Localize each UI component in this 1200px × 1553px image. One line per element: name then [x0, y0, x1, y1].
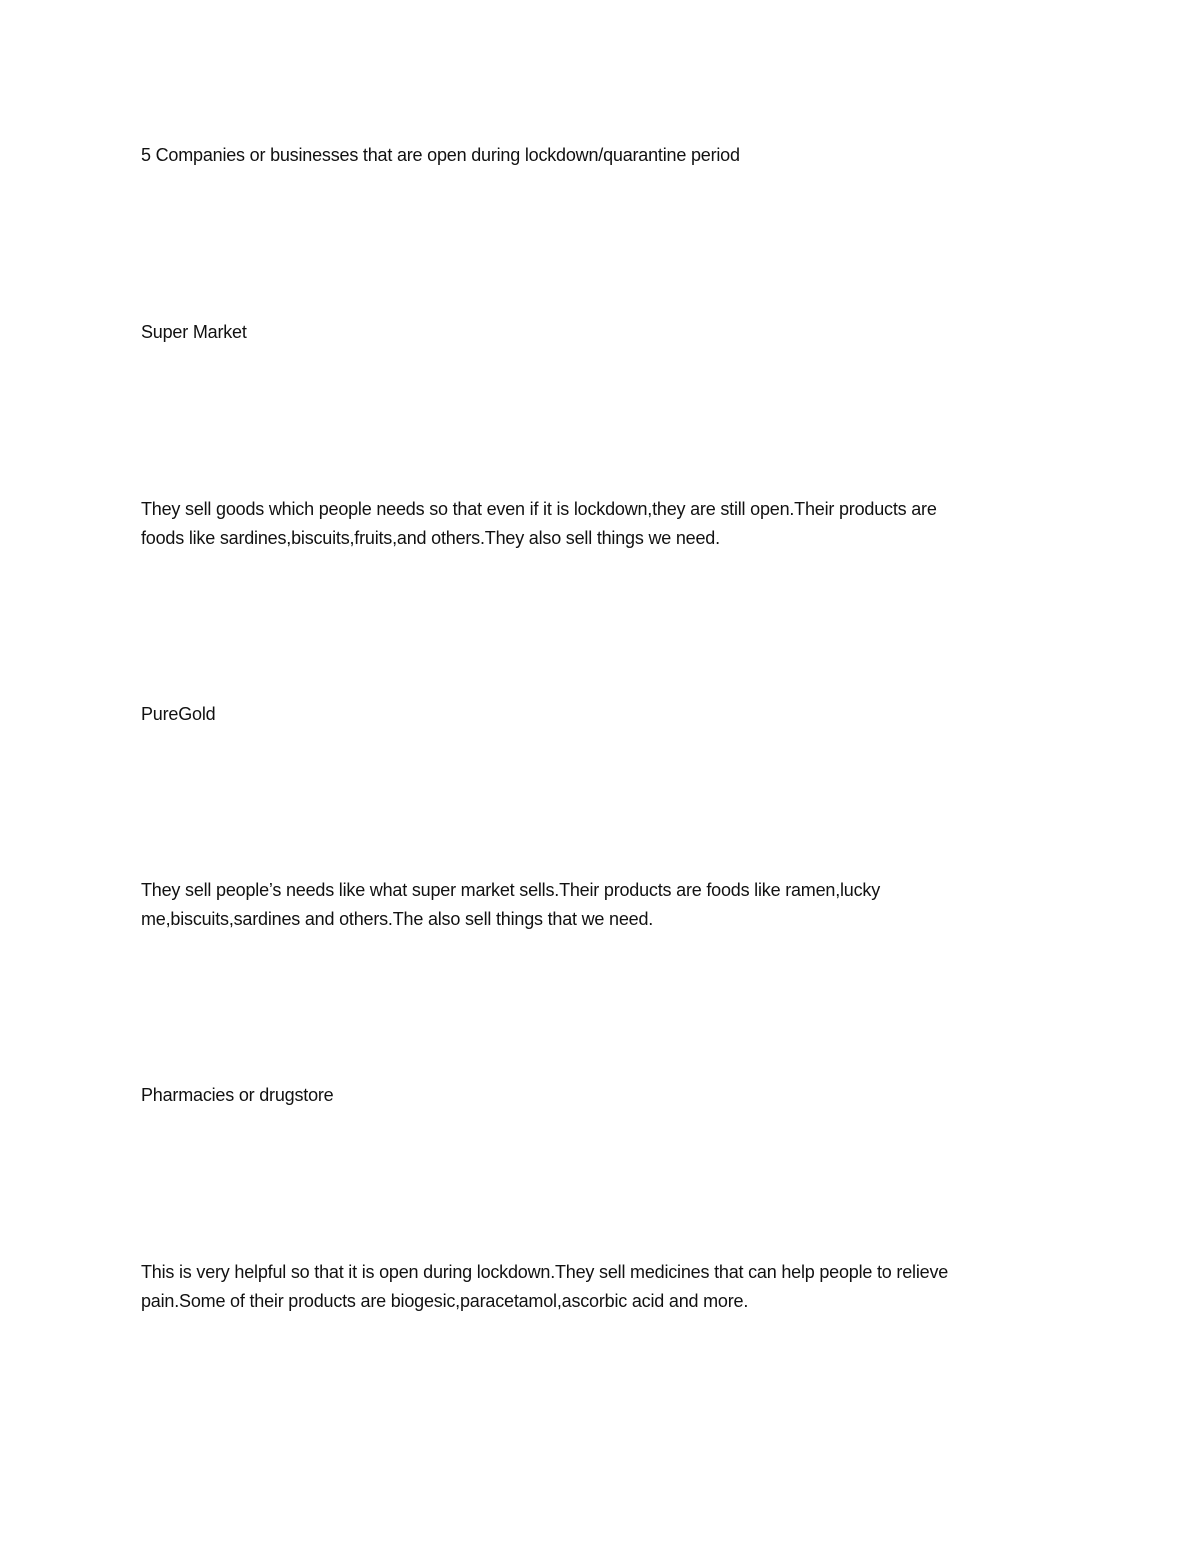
section-heading-pharmacies: Pharmacies or drugstore: [141, 1085, 334, 1105]
body-line: They sell goods which people needs so that even if it is lockdown,they are still open.Their products are: [141, 499, 937, 519]
section-heading-puregold: PureGold: [141, 704, 216, 724]
section-body-super-market: [141, 495, 1071, 553]
section-heading-super-market: Super Market: [141, 322, 247, 342]
section-body-puregold: [141, 876, 1071, 934]
body-line: foods like sardines,biscuits,fruits,and others.They also sell things we need.: [141, 528, 720, 548]
body-line: They sell people’s needs like what super market sells.Their products are foods like ramen,lucky: [141, 880, 881, 900]
section-body-pharmacies: [141, 1258, 1071, 1316]
body-line: pain.Some of their products are biogesic,paracetamol,ascorbic acid and more.: [141, 1291, 749, 1311]
body-line: me,biscuits,sardines and others.The also sell things that we need.: [141, 909, 654, 929]
document-title: 5 Companies or businesses that are open during lockdown/quarantine period: [141, 145, 740, 165]
body-line: This is very helpful so that it is open during lockdown.They sell medicines that can help people to relieve: [141, 1262, 949, 1282]
